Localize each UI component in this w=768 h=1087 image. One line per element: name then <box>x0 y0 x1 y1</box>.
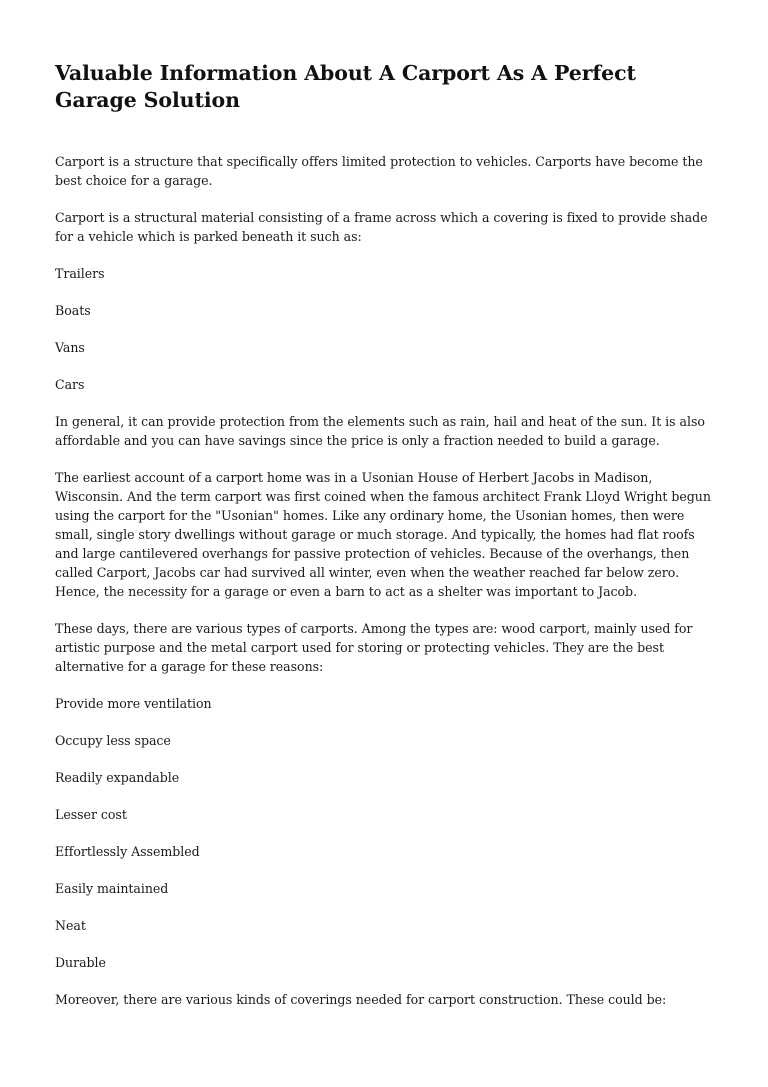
paragraph-intro: Carport is a structure that specifically offers limited protection to vehicles. Carports have become the best choice for a garage. <box>55 154 703 188</box>
list-item-lesser-cost: Lesser cost <box>55 807 127 822</box>
list-item-less-space: Occupy less space <box>55 733 171 748</box>
list-item-assembled: Effortlessly Assembled <box>55 844 200 859</box>
document-page <box>55 60 715 1027</box>
paragraph-types: These days, there are various types of carports. Among the types are: wood carport, mainly used for artistic purpose and the metal carport used for storing or protecting vehicles. They are the best alternative for a garage for these reasons: <box>55 621 693 674</box>
list-item-trailers: Trailers <box>55 266 105 281</box>
list-item-neat: Neat <box>55 918 86 933</box>
document-body <box>55 152 715 1009</box>
list-item-vans: Vans <box>55 340 85 355</box>
list-item-durable: Durable <box>55 955 106 970</box>
paragraph-definition: Carport is a structural material consisting of a frame across which a covering is fixed to provide shade for a vehicle which is parked beneath it such as: <box>55 210 708 244</box>
list-item-boats: Boats <box>55 303 91 318</box>
list-item-expandable: Readily expandable <box>55 770 180 785</box>
list-item-cars: Cars <box>55 377 85 392</box>
list-item-ventilation: Provide more ventilation <box>55 696 212 711</box>
document-title: Valuable Information About A Carport As A Perfect Garage Solution <box>55 61 636 112</box>
paragraph-coverings: Moreover, there are various kinds of coverings needed for carport construction. These could be: <box>55 992 667 1007</box>
paragraph-protection: In general, it can provide protection from the elements such as rain, hail and heat of the sun. It is also affordable and you can have savings since the price is only a fraction needed to build a garage. <box>55 414 705 448</box>
list-item-maintained: Easily maintained <box>55 881 169 896</box>
paragraph-history: The earliest account of a carport home was in a Usonian House of Herbert Jacobs in Madison, Wisconsin. And the term carport was first coined when the famous architect Frank Lloyd Wright begun using the carport for the "Usonian" homes. Like any ordinary home, the Usonian homes, then were small, single story dwellings without garage or much storage. And typically, the homes had flat roofs and large cantilevered overhangs for passive protection of vehicles. Because of the overhangs, then called Carport, Jacobs car had survived all winter, even when the weather reached far below zero. Hence, the necessity for a garage or even a barn to act as a shelter was important to Jacob. <box>55 470 711 599</box>
